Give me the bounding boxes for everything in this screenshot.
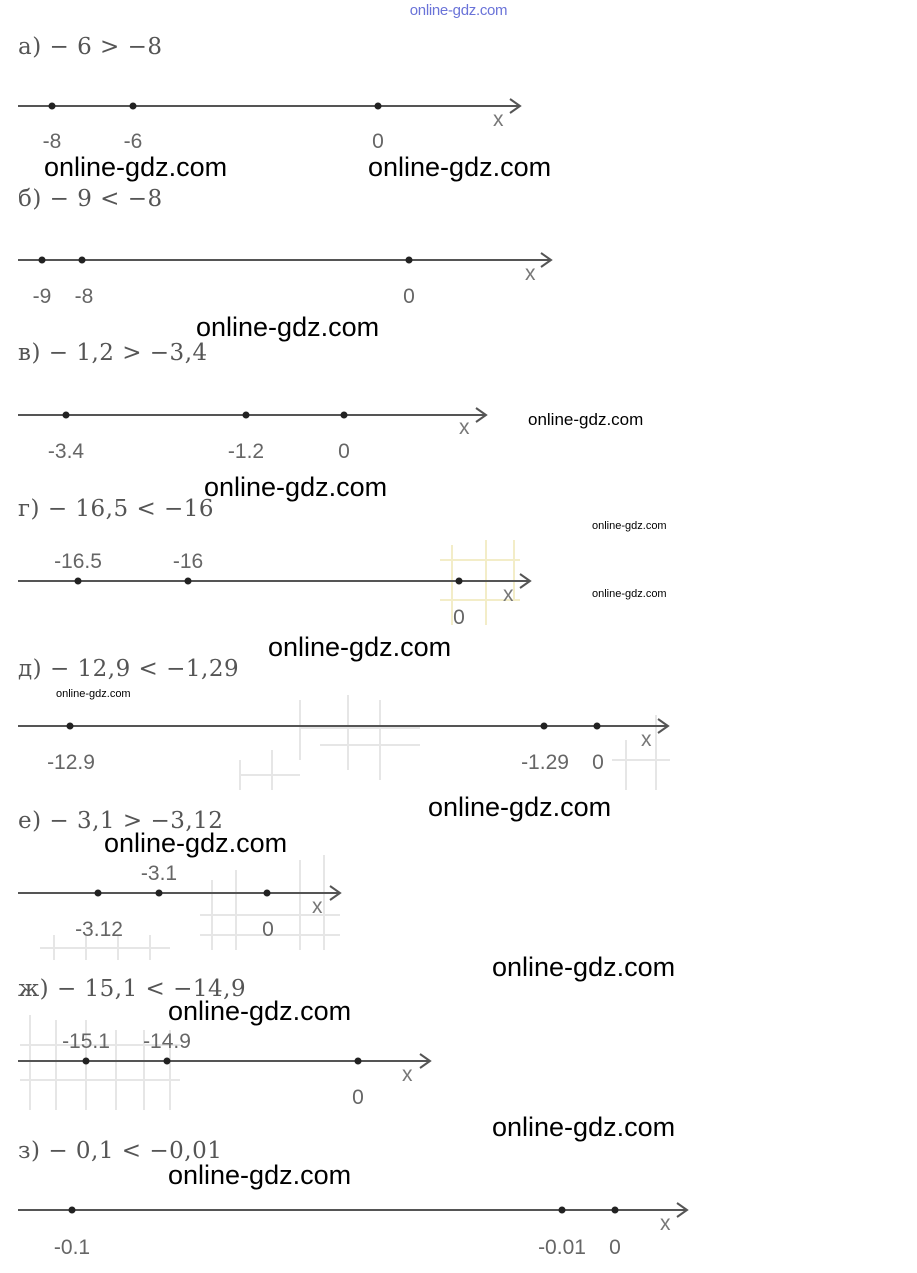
tick-label-v-1: -3.4 bbox=[47, 440, 85, 463]
tick-label-zh-3: 0 bbox=[352, 1086, 364, 1109]
watermark: online-gdz.com bbox=[204, 472, 388, 502]
problem-z-label: з) − 0,1 < −0,01 bbox=[18, 1138, 223, 1164]
tick-label-v-3: 0 bbox=[338, 440, 350, 463]
tick-label-g-3: 0 bbox=[453, 606, 465, 629]
watermark: online-gdz.com bbox=[196, 312, 380, 342]
tick-label-d-1: -12.9 bbox=[47, 751, 95, 774]
tick-label-z-3: 0 bbox=[609, 1236, 621, 1259]
problem-a-label: а) − 6 > −8 bbox=[18, 34, 163, 60]
axis-x-label: x bbox=[503, 583, 514, 606]
tick-label-g-1: -16.5 bbox=[54, 550, 102, 573]
watermark: online-gdz.com bbox=[428, 792, 612, 822]
tick-label-d-3: 0 bbox=[592, 751, 604, 774]
tick-label-a-3: 0 bbox=[372, 130, 384, 153]
axis-x-label: x bbox=[525, 262, 536, 285]
tick-label-a-2: -6 bbox=[123, 130, 143, 153]
axis-x-label: x bbox=[641, 728, 652, 751]
watermark: online-gdz.com bbox=[592, 588, 667, 600]
tick-label-g-2: -16 bbox=[172, 550, 204, 573]
watermark: online-gdz.com bbox=[168, 996, 352, 1026]
tick-label-e-1: -3.12 bbox=[75, 918, 123, 941]
axis-x-label: x bbox=[493, 108, 504, 131]
tick-label-a-1: -8 bbox=[42, 130, 62, 153]
problem-e-label: е) − 3,1 > −3,12 bbox=[18, 808, 224, 834]
point-z-3 bbox=[612, 1207, 619, 1214]
tick-label-z-2: -0.01 bbox=[538, 1236, 586, 1259]
tick-label-b-3: 0 bbox=[403, 285, 415, 308]
problem-v-label: в) − 1,2 > −3,4 bbox=[18, 340, 208, 366]
watermark: online-gdz.com bbox=[368, 152, 552, 182]
tick-label-e-3: 0 bbox=[262, 918, 274, 941]
tick-label-zh-2: -14.9 bbox=[143, 1030, 191, 1053]
watermark: online-gdz.com bbox=[44, 152, 228, 182]
watermark: online-gdz.com bbox=[268, 632, 452, 662]
problem-d-label: д) − 12,9 < −1,29 bbox=[18, 656, 240, 682]
problem-b-label: б) − 9 < −8 bbox=[18, 186, 163, 212]
point-z-1 bbox=[69, 1207, 76, 1214]
point-z-2 bbox=[559, 1207, 566, 1214]
tick-label-zh-1: -15.1 bbox=[62, 1030, 110, 1053]
tick-label-e-2: -3.1 bbox=[140, 862, 178, 885]
problem-zh-label: ж) − 15,1 < −14,9 bbox=[18, 976, 247, 1002]
problem-g-label: г) − 16,5 < −16 bbox=[18, 496, 215, 522]
axis-x-label: x bbox=[660, 1212, 671, 1235]
tick-label-b-2: -8 bbox=[74, 285, 94, 308]
axis-x-label: x bbox=[402, 1063, 413, 1086]
watermark: online-gdz.com bbox=[104, 828, 288, 858]
tick-label-d-2: -1.29 bbox=[521, 751, 569, 774]
watermark: online-gdz.com bbox=[528, 410, 644, 429]
tick-label-z-1: -0.1 bbox=[53, 1236, 91, 1259]
tick-label-v-2: -1.2 bbox=[227, 440, 265, 463]
axis-x-label: x bbox=[312, 895, 323, 918]
watermark: online-gdz.com bbox=[492, 952, 676, 982]
axis-x-label: x bbox=[459, 416, 470, 439]
watermark: online-gdz.com bbox=[492, 1112, 676, 1142]
header-watermark: online-gdz.com bbox=[409, 2, 508, 19]
watermark: online-gdz.com bbox=[56, 688, 131, 700]
watermark: online-gdz.com bbox=[168, 1160, 352, 1190]
tick-label-b-1: -9 bbox=[32, 285, 52, 308]
watermark: online-gdz.com bbox=[592, 520, 667, 532]
